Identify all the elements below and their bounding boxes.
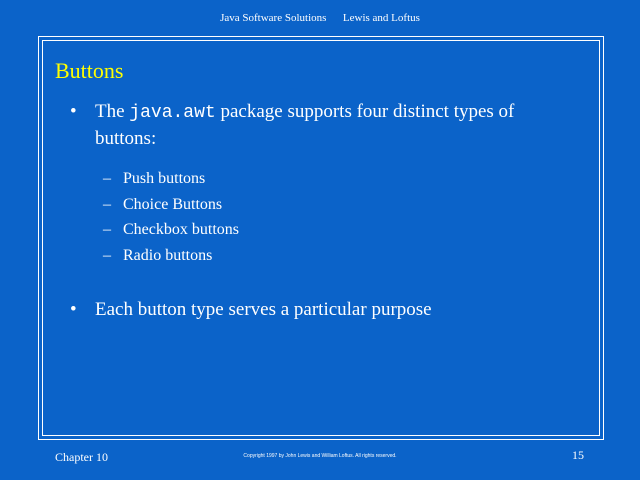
sub-item-text: Push buttons	[123, 170, 206, 187]
dash-icon: –	[103, 221, 111, 238]
chapter-label: Chapter 10	[55, 450, 108, 464]
page-number: 15	[572, 448, 584, 462]
bullet-icon: •	[70, 101, 77, 122]
bullet-text: Each button type serves a particular purpose	[95, 299, 432, 320]
bullet-item	[70, 99, 590, 151]
slide-title: Buttons	[55, 58, 124, 83]
dash-icon: –	[103, 246, 111, 264]
code-package-name: java.awt	[129, 103, 216, 123]
copyright-notice: Copyright 1997 by John Lewis and William Loftus. All rights reserved.	[243, 453, 397, 459]
sub-item-text: Radio buttons	[123, 246, 213, 264]
slide-header	[0, 12, 640, 24]
dash-icon: –	[103, 195, 111, 213]
bullet-text-line2: buttons:	[95, 128, 157, 149]
dash-icon: –	[103, 170, 111, 187]
sub-item-text: Choice Buttons	[123, 195, 223, 213]
book-title: Java Software Solutions	[220, 12, 327, 24]
bullet-item	[70, 297, 590, 323]
bullet-icon: •	[70, 299, 77, 320]
sub-item-text: Checkbox buttons	[123, 221, 239, 238]
authors: Lewis and Loftus	[342, 12, 420, 24]
bullet-text-after: package supports four distinct types of	[215, 101, 515, 122]
bullet-text	[95, 99, 514, 151]
bullet-text-before: The	[95, 101, 130, 122]
